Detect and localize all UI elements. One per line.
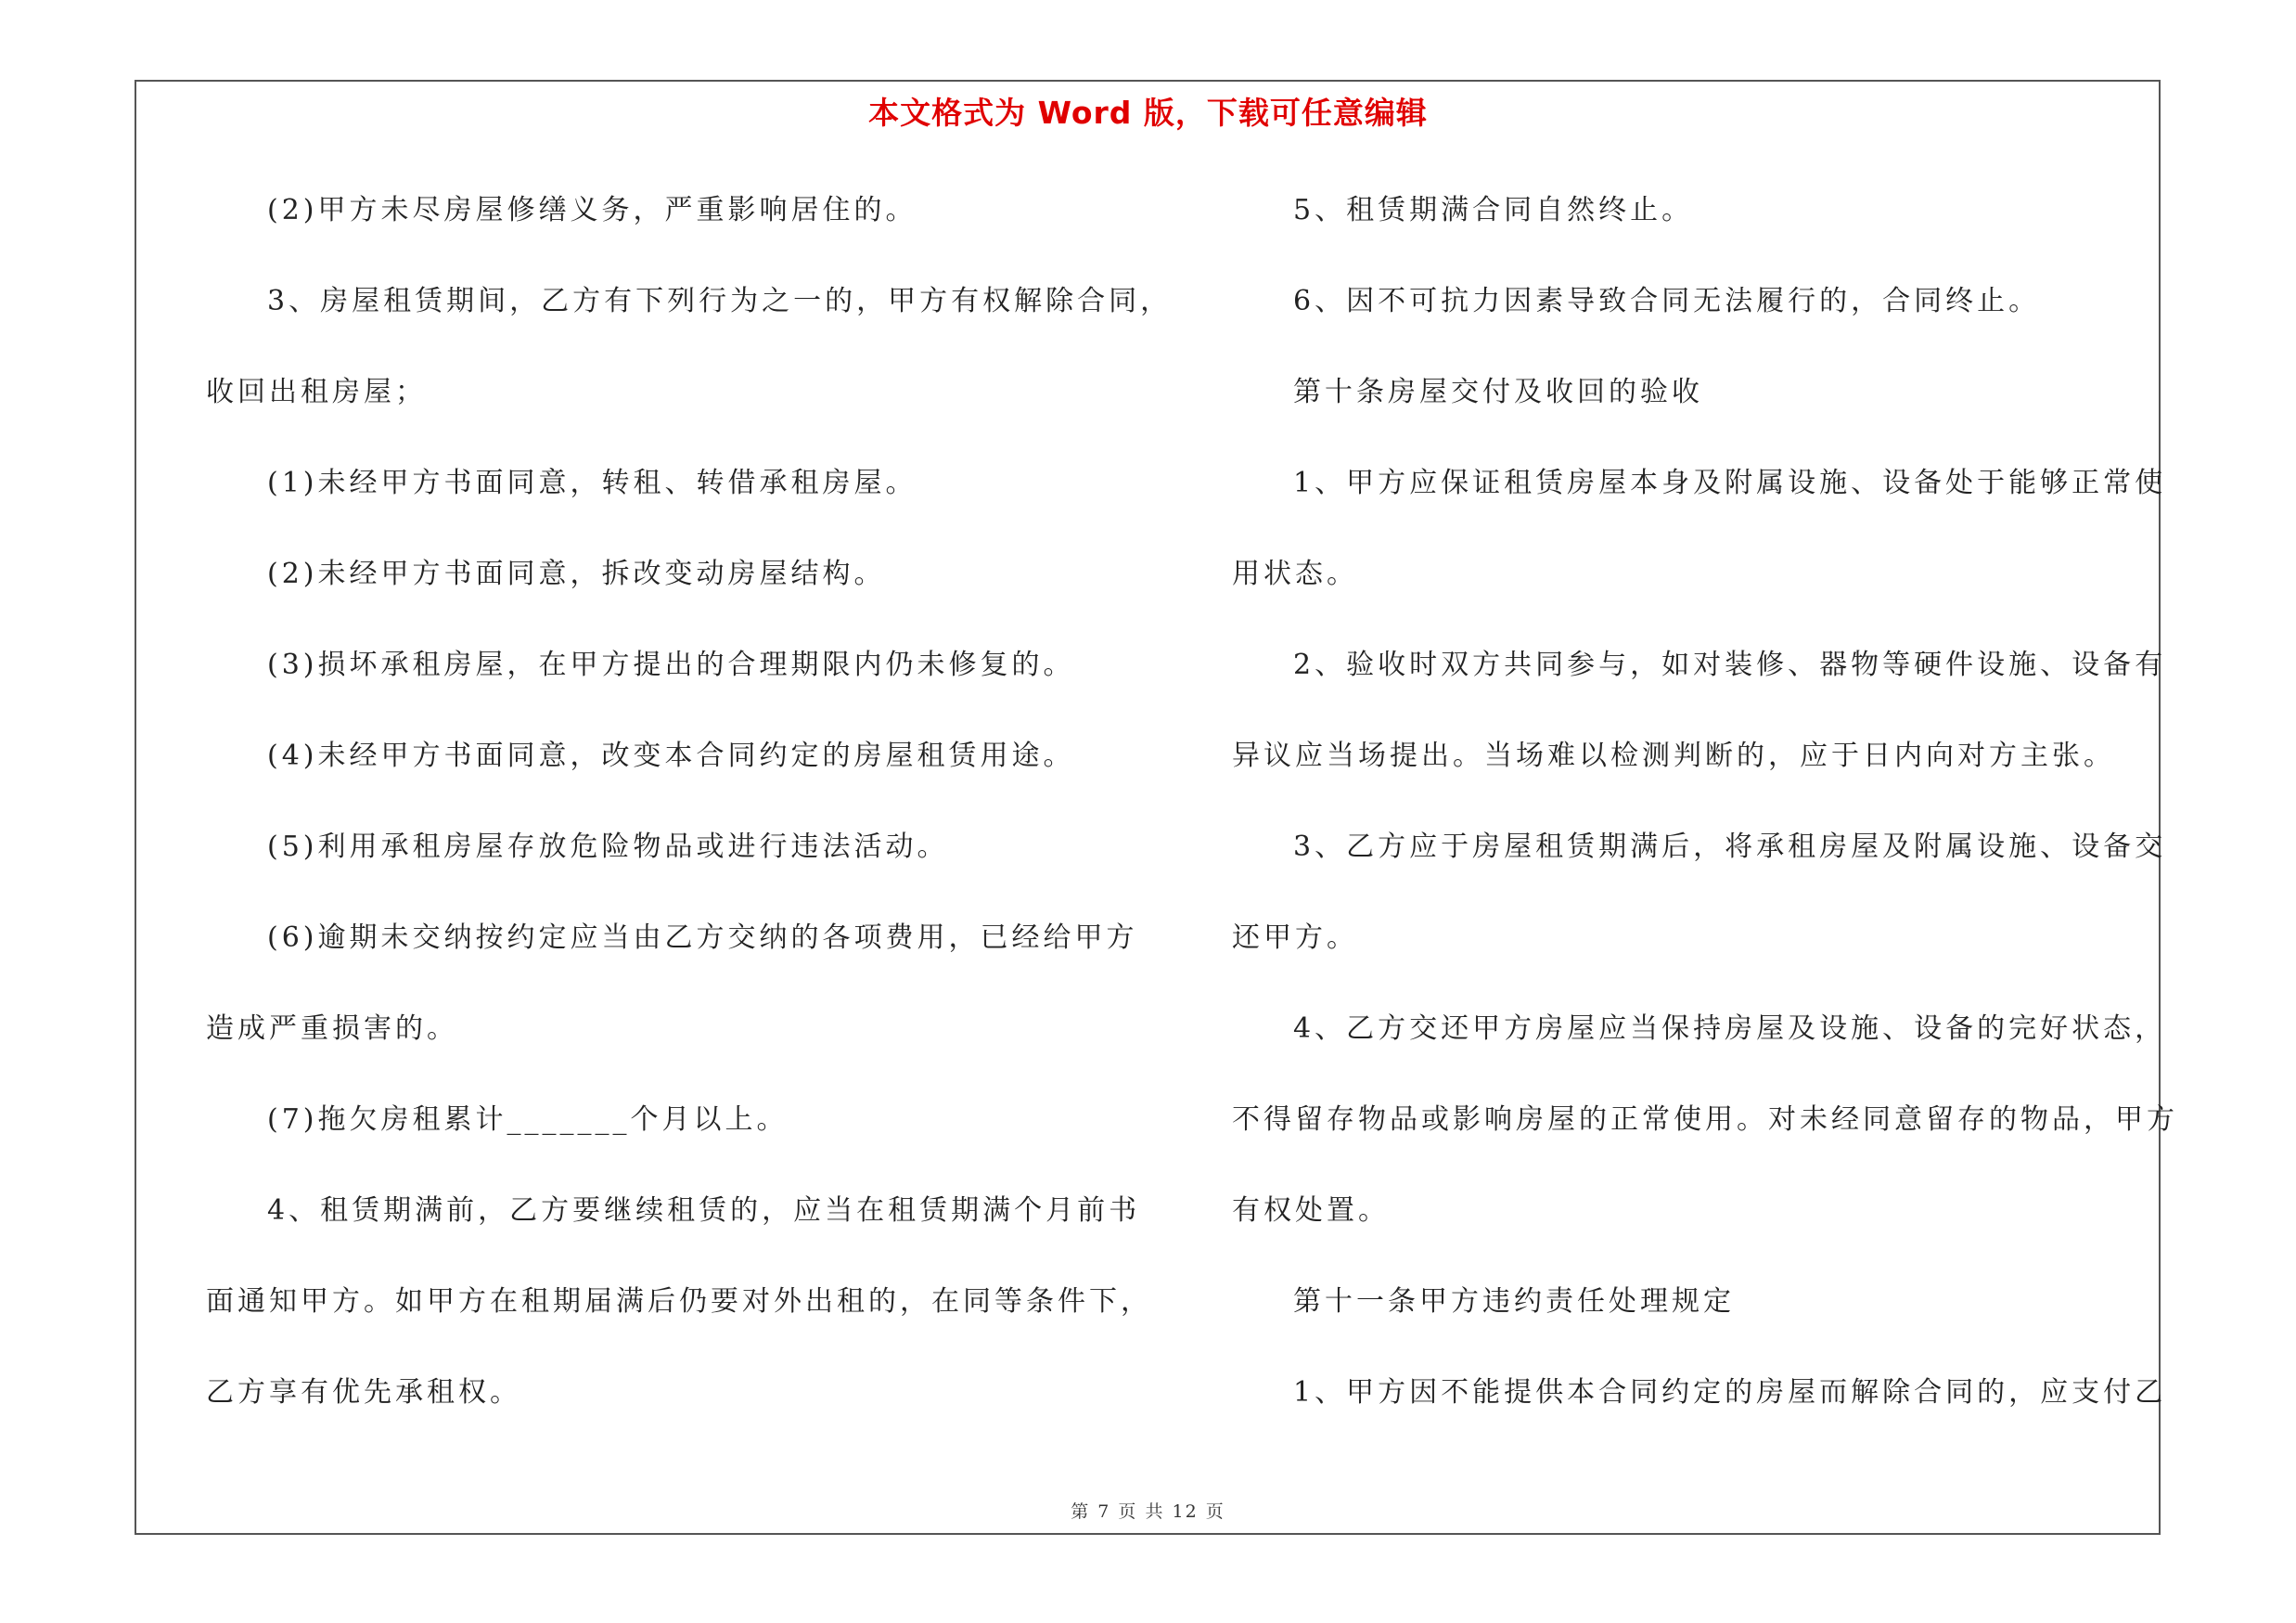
left-line: 3、房屋租赁期间，乙方有下列行为之一的，甲方有权解除合同， [267, 285, 1173, 317]
right-line: 有权处置。 [1232, 1194, 1390, 1227]
right-line: 第十条房屋交付及收回的验收 [1293, 376, 1703, 408]
left-line: (2)未经甲方书面同意，拆改变动房屋结构。 [267, 558, 886, 590]
left-line: 收回出租房屋； [206, 376, 427, 408]
left-line: 4、租赁期满前，乙方要继续租赁的，应当在租赁期满个月前书 [267, 1194, 1141, 1227]
left-line: (2)甲方未尽房屋修缮义务，严重影响居住的。 [267, 194, 917, 226]
left-line: 乙方享有优先承租权。 [206, 1376, 521, 1409]
right-line: 6、因不可抗力因素导致合同无法履行的，合同终止。 [1293, 285, 2041, 317]
right-line: 不得留存物品或影响房屋的正常使用。对未经同意留存的物品，甲方 [1232, 1103, 2178, 1136]
right-line: 1、甲方因不能提供本合同约定的房屋而解除合同的，应支付乙 [1293, 1376, 2167, 1409]
right-column [1232, 182, 2178, 1455]
left-line: 造成严重损害的。 [206, 1012, 458, 1045]
left-column [206, 182, 1173, 1455]
right-line: 5、租赁期满合同自然终止。 [1293, 194, 1694, 226]
left-line: (1)未经甲方书面同意，转租、转借承租房屋。 [267, 467, 917, 499]
left-line: 面通知甲方。如甲方在租期届满后仍要对外出租的，在同等条件下， [206, 1285, 1152, 1318]
right-line: 1、甲方应保证租赁房屋本身及附属设施、设备处于能够正常使 [1293, 467, 2167, 499]
right-line: 第十一条甲方违约责任处理规定 [1293, 1285, 1735, 1318]
right-line: 2、验收时双方共同参与，如对装修、器物等硬件设施、设备有 [1293, 649, 2167, 681]
left-line: (7)拖欠房租累计_______个月以上。 [267, 1103, 789, 1136]
left-line: (3)损坏承租房屋，在甲方提出的合理期限内仍未修复的。 [267, 649, 1075, 681]
right-line: 4、乙方交还甲方房屋应当保持房屋及设施、设备的完好状态， [1293, 1012, 2167, 1045]
right-line: 异议应当场提出。当场难以检测判断的，应于日内向对方主张。 [1232, 740, 2115, 772]
format-notice-banner: 本文格式为 Word 版，下载可任意编辑 [868, 95, 1428, 131]
page-number-footer: 第 7 页 共 12 页 [1071, 1501, 1225, 1522]
right-line: 用状态。 [1232, 558, 1358, 590]
left-line: (6)逾期未交纳按约定应当由乙方交纳的各项费用，已经给甲方 [267, 921, 1138, 954]
left-line: (5)利用承租房屋存放危险物品或进行违法活动。 [267, 831, 949, 863]
right-line: 3、乙方应于房屋租赁期满后，将承租房屋及附属设施、设备交 [1293, 831, 2167, 863]
right-line: 还甲方。 [1232, 921, 1358, 954]
left-line: (4)未经甲方书面同意，改变本合同约定的房屋租赁用途。 [267, 740, 1075, 772]
